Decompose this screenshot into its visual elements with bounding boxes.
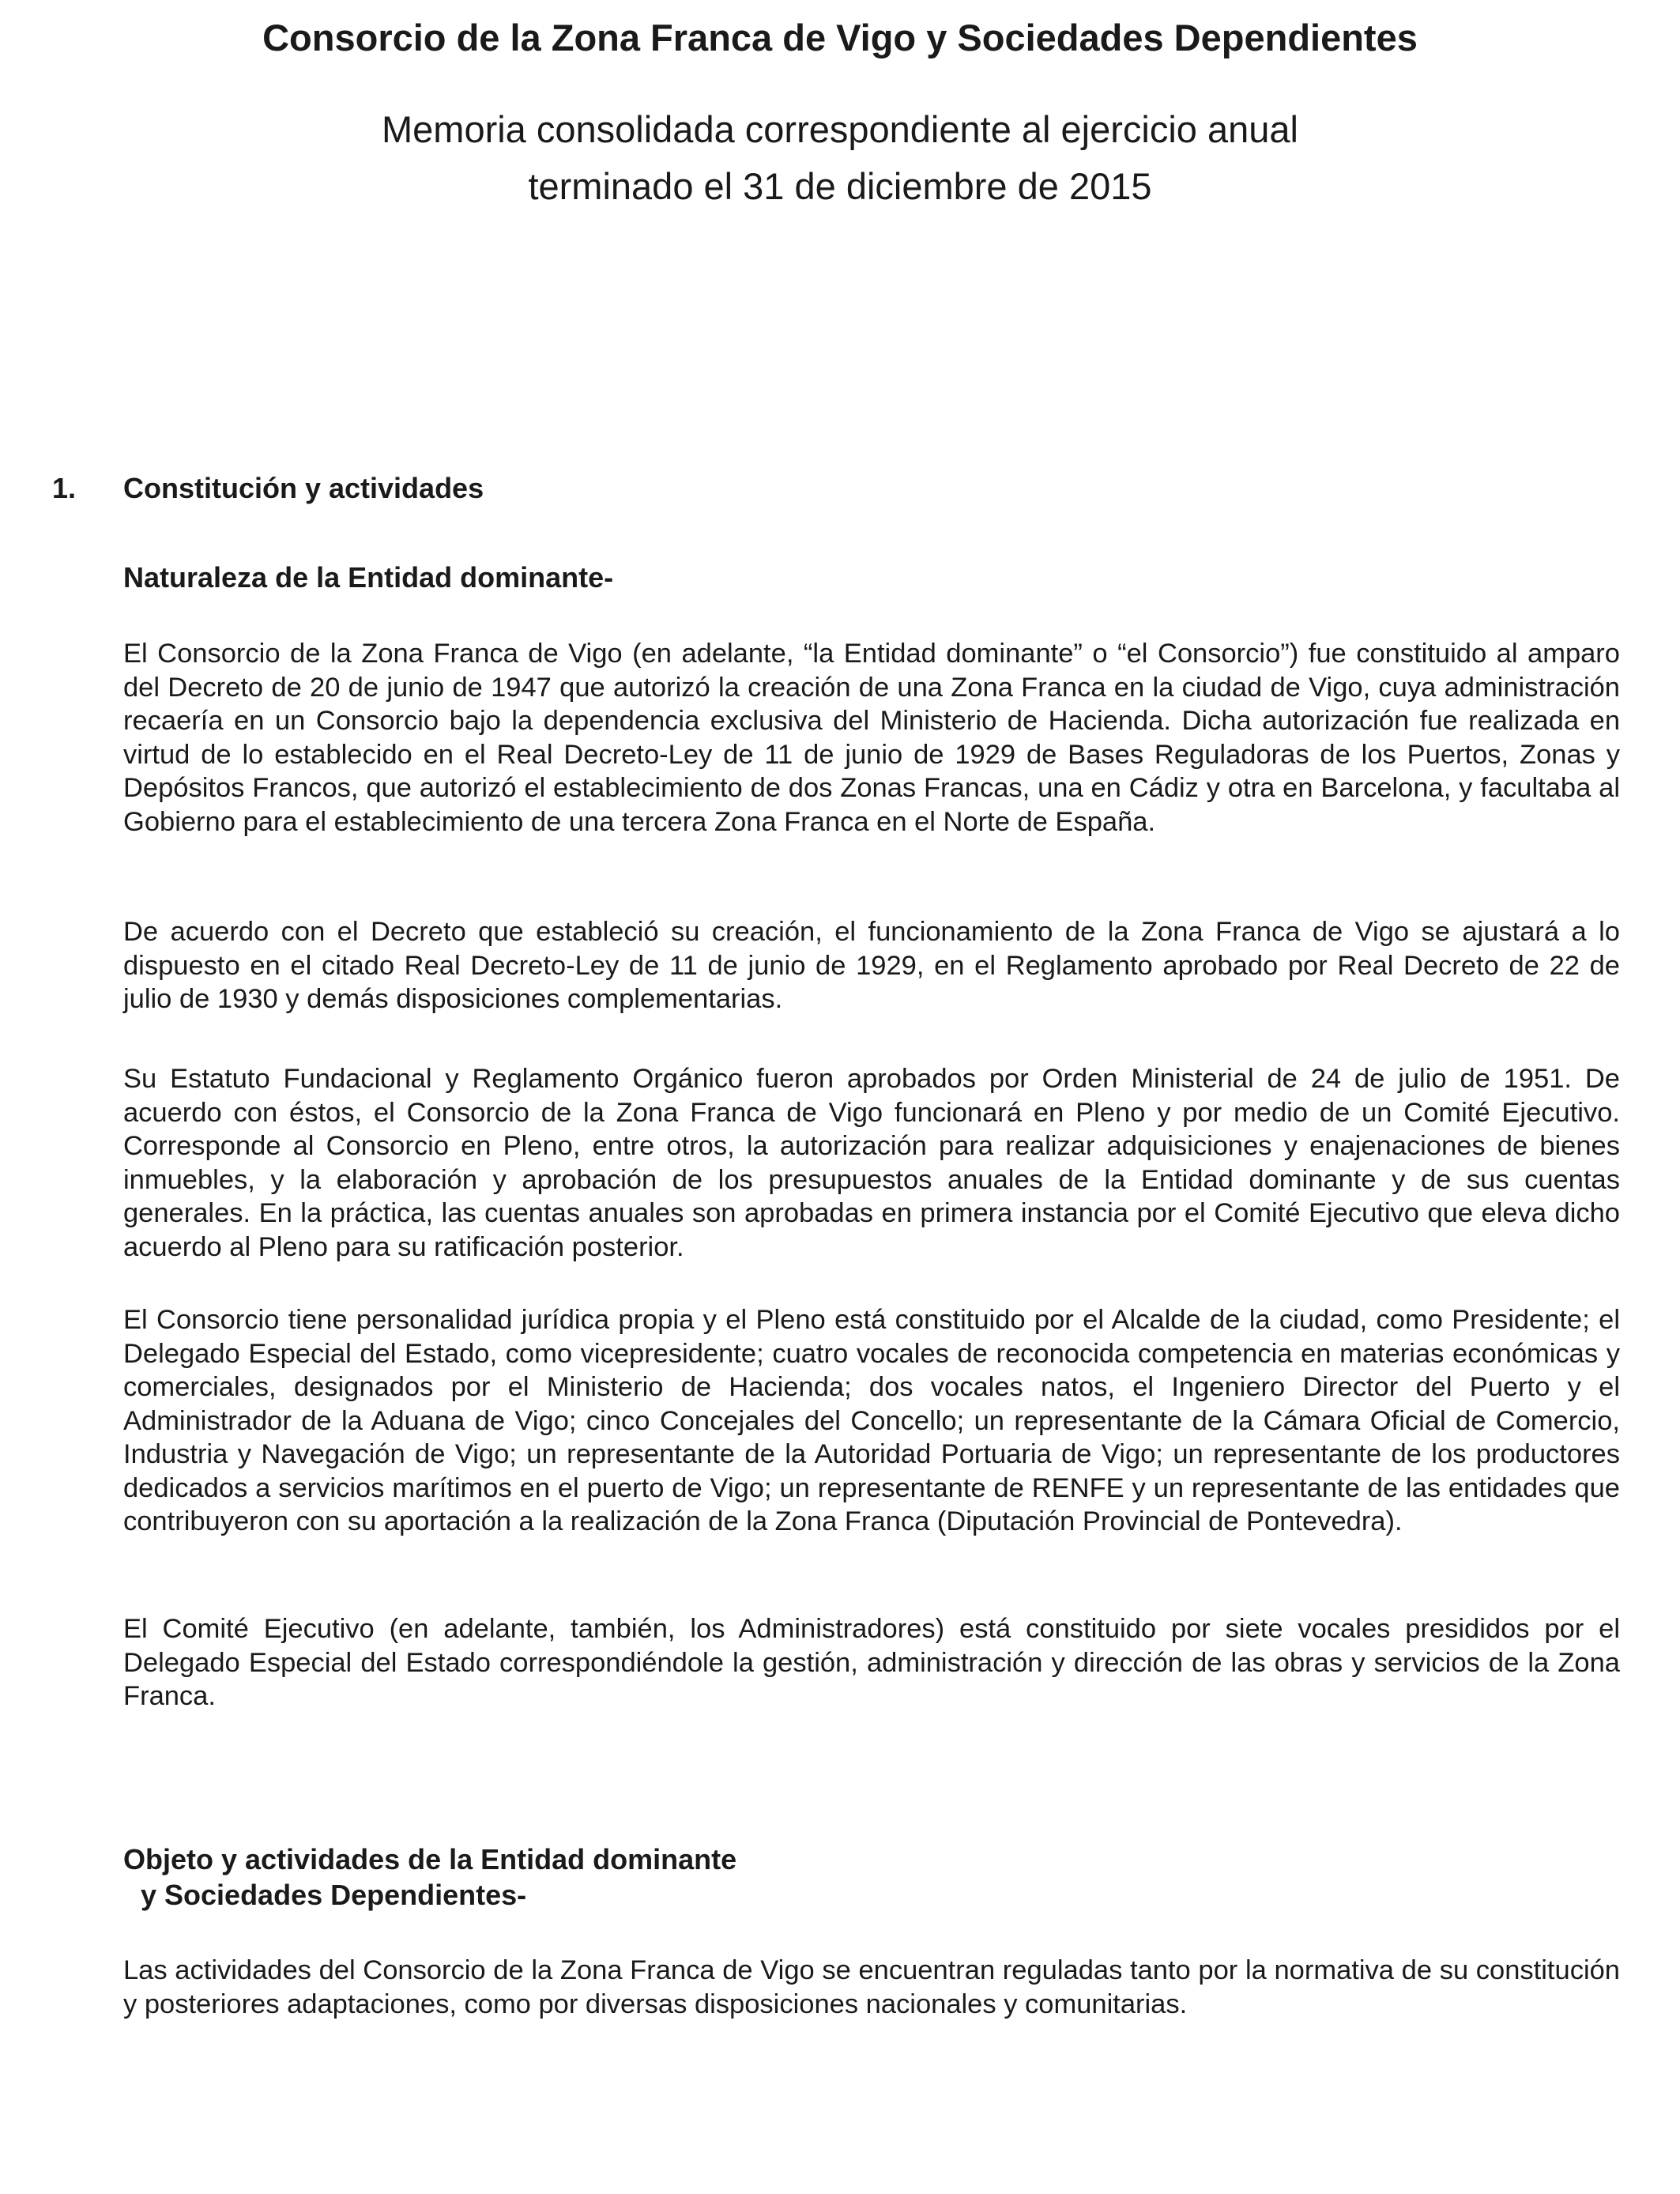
subheading-naturaleza — [123, 560, 613, 595]
subtitle-line-2: terminado el 31 de diciembre de 2015 — [528, 165, 1152, 207]
document-subtitle — [0, 101, 1680, 215]
subtitle-line-1: Memoria consolidada correspondiente al ejercicio anual — [382, 108, 1298, 150]
subheading-objeto-line-1: Objeto y actividades de la Entidad dominante — [123, 1843, 737, 1875]
paragraph-2: De acuerdo con el Decreto que estableció su creación, el funcionamiento de la Zona Franca de Vigo se ajustará a lo dispuesto en el citado Real Decreto-Ley de 11 de junio de 1929, en el Reglamento aprobado por Real Decreto de 22 de julio de 1930 y demás disposiciones complementarias. — [123, 917, 1620, 1014]
paragraph-6: Las actividades del Consorcio de la Zona Franca de Vigo se encuentran reguladas tanto por la normativa de su constitución y posteriores adaptaciones, como por diversas disposiciones nacionales y comunitarias. — [123, 1955, 1620, 2019]
subheading-objeto-line-2: y Sociedades Dependientes- — [141, 1879, 527, 1911]
paragraph-1: El Consorcio de la Zona Franca de Vigo (en adelante, “la Entidad dominante” o “el Consorcio”) fue constituido al amparo del Decreto de 20 de junio de 1947 que autorizó la creación de una Zona Franca en la ciudad de Vigo, cuya administración recaería en un Consorcio bajo la dependencia exclusiva del Ministerio de Hacienda. Dicha autorización fue realizada en virtud de lo establecido en el Real Decreto-Ley de 11 de junio de 1929 de Bases Reguladoras de los Puertos, Zonas y Depósitos Francos, que autorizó el establecimiento de dos Zonas Francas, una en Cádiz y otra en Barcelona, y facultaba al Gobierno para el establecimiento de una tercera Zona Franca en el Norte de España. — [123, 639, 1620, 837]
section-number: 1. — [52, 472, 77, 504]
paragraph-5: El Comité Ejecutivo (en adelante, también, los Administradores) está constituido por siete vocales presididos por el Delegado Especial del Estado correspondiéndole la gestión, administración y dirección de las obras y servicios de la Zona Franca. — [123, 1614, 1620, 1711]
subheading-objeto — [123, 1842, 736, 1913]
section-title: Constitución y actividades — [123, 472, 484, 504]
paragraph-4: El Consorcio tiene personalidad jurídica propia y el Pleno está constituido por el Alcalde de la ciudad, como Presidente; el Delegado Especial del Estado, como vicepresidente; cuatro vocales de reconocida competencia en materias económicas y comerciales, designados por el Ministerio de Hacienda; dos vocales natos, el Ingeniero Director del Puerto y el Administrador de la Aduana de Vigo; cinco Concejales del Concello; un representante de la Cámara Oficial de Comercio, Industria y Navegación de Vigo; un representante de la Autoridad Portuaria de Vigo; un representante de los productores dedicados a servicios marítimos en el puerto de Vigo; un representante de RENFE y un representante de las entidades que contribuyeron con su aportación a la realización de la Zona Franca (Diputación Provincial de Pontevedra). — [123, 1305, 1620, 1536]
paragraph-3: Su Estatuto Fundacional y Reglamento Orgánico fueron aprobados por Orden Ministerial de 24 de julio de 1951. De acuerdo con éstos, el Consorcio de la Zona Franca de Vigo funcionará en Pleno y por medio de un Comité Ejecutivo. Corresponde al Consorcio en Pleno, entre otros, la autorización para realizar adquisiciones y enajenaciones de bienes inmuebles, y la elaboración y aprobación de los presupuestos anuales de la Entidad dominante y de sus cuentas generales. En la práctica, las cuentas anuales son aprobadas en primera instancia por el Comité Ejecutivo que eleva dicho acuerdo al Pleno para su ratificación posterior. — [123, 1064, 1620, 1262]
section-heading — [52, 468, 484, 509]
document-title: Consorcio de la Zona Franca de Vigo y Sociedades Dependientes — [262, 17, 1418, 58]
subheading-naturaleza-text: Naturaleza de la Entidad dominante- — [123, 561, 614, 594]
